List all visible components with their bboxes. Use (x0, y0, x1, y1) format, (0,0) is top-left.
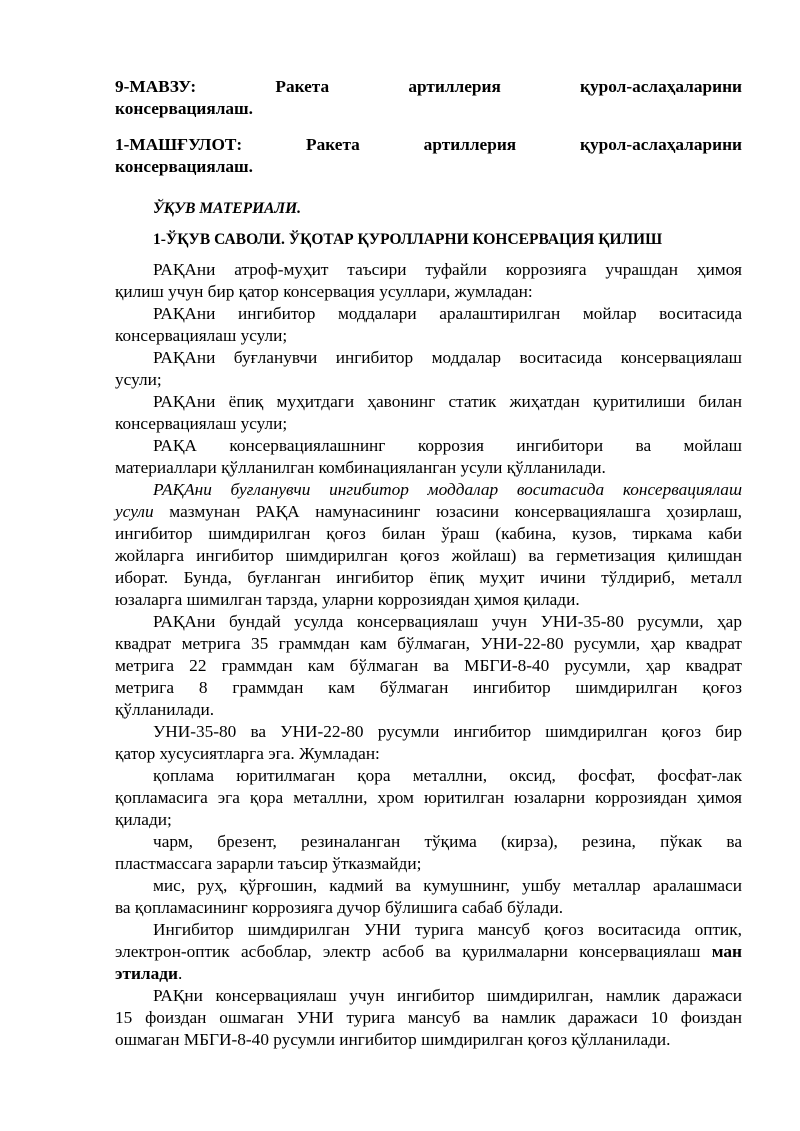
bold-text: ман (711, 942, 742, 961)
paragraph-line: пластмассага зарарли таъсир ўтказмайди; (115, 854, 422, 873)
topic-heading-line2: консервациялаш. (115, 99, 253, 118)
text: электрон-оптик асбоблар, электр асбоб ва қурилмаларни консервациялаш (115, 942, 701, 961)
body-text (115, 259, 742, 1051)
paragraph-line: қатор хусусиятларга эга. Жумладан: (115, 744, 380, 763)
paragraph-line: иборат. Бунда, буғланган ингибитор ёпиқ муҳит ичини тўлдириб, металл (115, 568, 742, 587)
paragraph-line: РАҚАни бундай усулда консервациялаш учун УНИ-35-80 русумли, ҳар (153, 612, 742, 631)
paragraph-line: қилади; (115, 810, 172, 829)
paragraph-line: консервациялаш усули; (115, 326, 288, 345)
paragraph-line: квадрат метрига 35 граммдан кам бўлмаган, УНИ-22-80 русумли, ҳар квадрат (115, 634, 742, 653)
paragraph-line: РАҚни консервациялаш учун ингибитор шимдирилган, намлик даражаси (153, 986, 742, 1005)
paragraph-line: Ингибитор шимдирилган УНИ турига мансуб қоғоз воситасида оптик, (153, 920, 742, 939)
paragraph-line: РАҚА консервациялашнинг коррозия ингибитори ва мойлаш (153, 436, 742, 455)
paragraph-line: 15 фоиздан ошмаган УНИ турига мансуб ва намлик даражаси 10 фоиздан (115, 1008, 742, 1027)
topic-heading (115, 76, 742, 120)
paragraph-line (115, 941, 742, 963)
text: . (177, 964, 183, 983)
lesson-heading-line1: 1-МАШҒУЛОТ: Ракета артиллерия қурол-аслаҳаларини (115, 135, 742, 154)
paragraph-line: консервациялаш усули; (115, 414, 288, 433)
italic-text: усули (115, 502, 154, 521)
paragraph-line: ва қопламасининг коррозияга дучор бўлишига сабаб бўлади. (115, 898, 564, 917)
paragraph-line: қўлланилади. (115, 700, 215, 719)
paragraph-line: РАҚАни буғланувчи ингибитор моддалар воситасида консервациялаш (153, 348, 742, 367)
paragraph-line: чарм, брезент, резиналанган тўқима (кирза), резина, пўкак ва (153, 832, 742, 851)
paragraph-line: мис, руҳ, қўрғошин, кадмий ва кумушнинг, ушбу металлар аралашмаси (153, 876, 742, 895)
study-material-label: ЎҚУВ МАТЕРИАЛИ. (153, 200, 302, 217)
paragraph-line: материаллари қўлланилган комбинацияланган усули қўлланилади. (115, 458, 606, 477)
topic-heading-line1: 9-МАВЗУ: Ракета артиллерия қурол-аслаҳаларини (115, 77, 742, 96)
paragraph-line: ошмаган МБГИ-8-40 русумли ингибитор шимдирилган қоғоз қўлланилади. (115, 1030, 671, 1049)
paragraph-line: усули; (115, 370, 162, 389)
paragraph-line: қопламасига эга қора металлни, хром юритилган юзаларни коррозиядан ҳимоя (115, 788, 742, 807)
paragraph-line (115, 501, 742, 523)
paragraph-line: юзаларга шимилган тарзда, уларни коррозиядан ҳимоя қилади. (115, 590, 580, 609)
paragraph-line: қоплама юритилмаган қора металлни, оксид, фосфат, фосфат-лак (153, 766, 742, 785)
paragraph-line: ингибитор шимдирилган қоғоз билан ўраш (кабина, кузов, тиркама каби (115, 524, 742, 543)
paragraph-line: РАҚАни буғланувчи ингибитор моддалар воситасида консервациялаш (153, 480, 742, 499)
study-question-heading: 1-ЎҚУВ САВОЛИ. ЎҚОТАР ҚУРОЛЛАРНИ КОНСЕРВАЦИЯ ҚИЛИШ (153, 231, 663, 248)
paragraph-line: жойларга ингибитор шимдирилган қоғоз жойлаш) ва герметизация қилишдан (115, 546, 742, 565)
paragraph-line: метрига 8 граммдан кам бўлмаган ингибитор шимдирилган қоғоз (115, 678, 742, 697)
paragraph-line: РАҚАни ёпиқ муҳитдаги ҳавонинг статик жиҳатдан қуритилиши билан (153, 392, 742, 411)
paragraph-line: УНИ-35-80 ва УНИ-22-80 русумли ингибитор шимдирилган қоғоз бир (153, 722, 742, 741)
paragraph-line: қилиш учун бир қатор консервация усуллари, жумладан: (115, 282, 533, 301)
paragraph-line: РАҚАни атроф-муҳит таъсири туфайли коррозияга учрашдан ҳимоя (153, 260, 742, 279)
paragraph-line: метрига 22 граммдан кам бўлмаган ва МБГИ-8-40 русумли, ҳар квадрат (115, 656, 742, 675)
text: мазмунан РАҚА намунасининг юзасини консервациялашга ҳозирлаш, (153, 502, 742, 521)
paragraph-line: РАҚАни ингибитор моддалари аралаштирилган мойлар воситасида (153, 304, 742, 323)
paragraph-line (115, 963, 742, 985)
lesson-heading (115, 134, 742, 178)
bold-text: этилади (115, 964, 178, 983)
lesson-heading-line2: консервациялаш. (115, 157, 253, 176)
